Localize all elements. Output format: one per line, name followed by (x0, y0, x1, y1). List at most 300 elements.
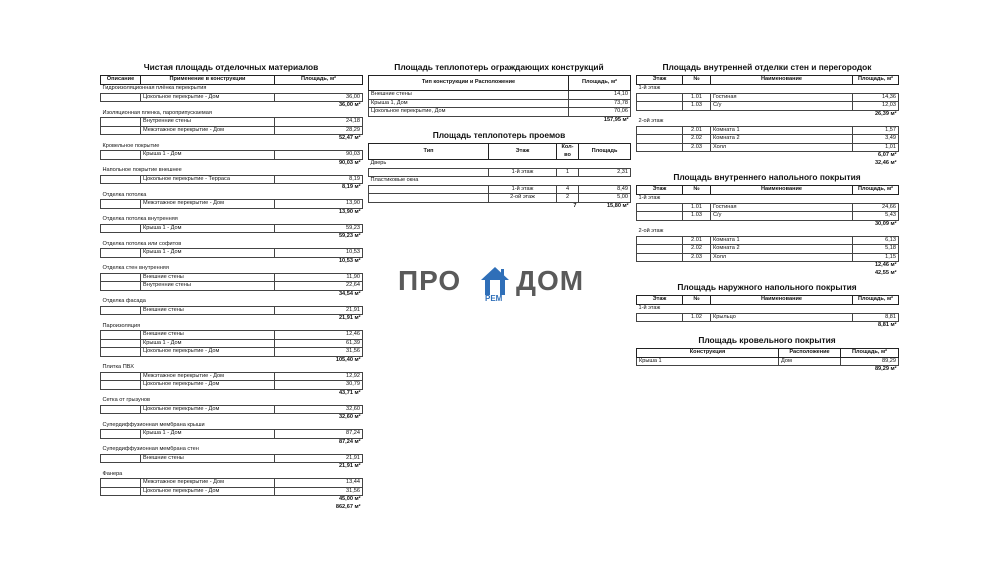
floor-cell (489, 177, 557, 186)
indent-cell (101, 273, 141, 282)
group-row (101, 446, 363, 454)
floor-outer-table (636, 295, 899, 330)
group-total-row (101, 315, 363, 323)
indent-cell (637, 135, 683, 144)
table-row (101, 273, 363, 282)
col-header: Описание (101, 76, 141, 85)
group-row (101, 241, 363, 249)
group-name: Отделка потолка внутренняя (102, 216, 178, 222)
room-number: 1.02 (683, 313, 711, 322)
usage-cell: Крыша 1 - Дом (141, 151, 275, 160)
floor-total-row (637, 322, 899, 330)
group-row (101, 85, 363, 94)
table-row (101, 348, 363, 357)
usage-cell: Внутренние стены (141, 118, 275, 127)
roof-covering-table (636, 348, 899, 374)
usage-cell: Внешние стены (141, 331, 275, 340)
usage-cell: Крыша 1 - Дом (141, 224, 275, 233)
count-cell (557, 160, 579, 169)
logo-text-right: ДОМ (516, 265, 585, 296)
group-total-row (101, 102, 363, 110)
heatloss-constructions-title: Площадь теплопотерь ограждающих конструкций (394, 62, 604, 72)
area-cell: 10,53 (275, 249, 363, 258)
floor-cell: 2-ой этаж (489, 194, 557, 203)
table-row (637, 135, 899, 144)
group-total: 59,23 м² (338, 233, 361, 239)
indent-cell (637, 313, 683, 322)
col-header: № (683, 296, 711, 305)
floor-total: 6,07 м² (878, 152, 897, 158)
type-cell: Дверь (370, 160, 387, 166)
area-cell: 13,90 (275, 200, 363, 209)
logo-sub: РЕМ (485, 294, 503, 303)
area-cell: 12,03 (853, 102, 899, 111)
usage-cell: Крыша 1 - Дом (141, 249, 275, 258)
col-header: Этаж (489, 144, 557, 160)
count-cell: 4 (557, 185, 579, 194)
room-name: Комната 2 (711, 135, 853, 144)
group-name: Отделка стен внутренняя (102, 265, 169, 271)
indent-cell (101, 454, 141, 463)
col-header: Площадь, м² (569, 76, 631, 91)
indent-cell (101, 306, 141, 315)
floor-name: 1-й этаж (638, 305, 661, 311)
group-name: Гидроизоляционная плёнка перекрытия (102, 85, 207, 91)
room-number: 2.03 (683, 143, 711, 152)
group-total: 105,40 м² (335, 356, 361, 363)
floor-row (637, 305, 899, 314)
table-row (637, 313, 899, 322)
area-cell: 22,64 (275, 282, 363, 291)
floor-total: 8,81 м² (878, 322, 897, 328)
total-area: 15,80 м² (606, 202, 629, 209)
group-total: 36,00 м² (338, 102, 361, 108)
usage-cell: Цокольное перекрытие - Дом (141, 348, 275, 357)
area-cell: 14,36 (853, 93, 899, 102)
group-total: 10,53 м² (338, 257, 361, 264)
table-row (369, 108, 631, 117)
area-cell (579, 177, 631, 186)
table-row (101, 479, 363, 488)
usage-cell: Внешние стены (141, 454, 275, 463)
group-total-row (101, 233, 363, 241)
materials-title: Чистая площадь отделочных материалов (143, 62, 319, 72)
col-header: Этаж (637, 76, 683, 85)
room-name: Комната 1 (711, 236, 853, 245)
area-cell: 8,81 (853, 313, 899, 322)
area-cell: 73,78 (569, 99, 631, 108)
indent-cell (637, 245, 683, 254)
area-cell: 12,46 (275, 331, 363, 340)
group-total-row (101, 208, 363, 216)
area-cell: 24,66 (853, 203, 899, 212)
group-total-row (101, 257, 363, 265)
count-cell (557, 177, 579, 186)
col-header: Наименование (711, 296, 853, 305)
group-total-row (101, 356, 363, 364)
usage-cell: Межэтажное перекрытие - Дом (141, 372, 275, 381)
construction-cell: Внешние стены (369, 91, 569, 100)
col-header: Этаж (637, 186, 683, 195)
floor-cell (489, 160, 557, 169)
total: 157,95 м² (603, 116, 629, 123)
indent-cell (101, 93, 141, 102)
indent-cell (101, 339, 141, 348)
materials-table (100, 75, 363, 511)
group-total: 90,03 м² (338, 159, 361, 166)
usage-cell: Межэтажное перекрытие - Дом (141, 126, 275, 135)
room-name: Комната 2 (711, 245, 853, 254)
table-row (101, 405, 363, 414)
table-row (369, 177, 631, 186)
area-cell: 6,13 (853, 236, 899, 245)
usage-cell: Межэтажное перекрытие - Дом (141, 479, 275, 488)
area-cell: 8,49 (579, 185, 631, 194)
room-name: Холл (711, 143, 853, 152)
group-total-row (101, 290, 363, 298)
group-row (101, 216, 363, 224)
group-name: Отделка потолка (102, 191, 147, 198)
table-row (369, 168, 631, 177)
group-name: Сетка от грызунов (102, 397, 151, 403)
group-name: Супердиффузионная мембрана крыши (102, 421, 205, 428)
table-row (637, 126, 899, 135)
grand-total-row (101, 504, 363, 512)
roof-covering-title: Площадь кровельного покрытия (698, 334, 836, 345)
usage-cell: Крыша 1 - Дом (141, 339, 275, 348)
group-total: 8,19 м² (342, 184, 361, 190)
grand-total: 32,46 м² (874, 159, 897, 166)
grand-total: 42,55 м² (874, 269, 897, 276)
indent-cell (637, 93, 683, 102)
construction-cell: Цокольное перекрытие, Дом (369, 108, 569, 117)
room-number: 1.01 (683, 203, 711, 212)
room-number: 2.03 (683, 253, 711, 262)
location-cell: Дом (779, 357, 841, 366)
col-header: Тип конструкции и Расположение (369, 76, 569, 91)
materials-section (100, 62, 362, 511)
table-row (637, 245, 899, 254)
col-header: Наименование (711, 186, 853, 195)
table-row (101, 151, 363, 160)
col-header: Применение в конструкции (141, 76, 275, 85)
construction-cell: Крыша 1 (637, 357, 779, 366)
group-name: Отделка фасада (102, 298, 146, 304)
group-row (101, 397, 363, 405)
table-row (101, 249, 363, 258)
area-cell: 70,06 (569, 108, 631, 117)
indent-cell (101, 372, 141, 381)
spacer-cell (369, 202, 489, 210)
heatloss-openings-table (368, 143, 631, 210)
area-cell: 89,29 (841, 357, 899, 366)
group-total-row (101, 414, 363, 422)
area-cell: 11,90 (275, 273, 363, 282)
floor-name: 2-ой этаж (638, 118, 664, 124)
group-total-row (101, 496, 363, 504)
table-row (369, 160, 631, 169)
area-cell: 31,56 (275, 487, 363, 496)
area-cell: 30,79 (275, 381, 363, 390)
area-cell: 24,18 (275, 118, 363, 127)
area-cell: 1,57 (853, 126, 899, 135)
table-row (637, 236, 899, 245)
group-name: Напольное покрытие внешнее (102, 167, 182, 173)
heatloss-constructions-table (368, 75, 631, 124)
table-row (369, 185, 631, 194)
area-cell: 32,60 (275, 405, 363, 414)
group-row (101, 364, 363, 372)
indent-cell (637, 253, 683, 262)
indent-cell (101, 151, 141, 160)
construction-cell: Крыша 1, Дом (369, 99, 569, 108)
table-row (369, 194, 631, 203)
floor-inner-title: Площадь внутреннего напольного покрытия (673, 172, 861, 182)
col-header: Площадь, м² (841, 348, 899, 357)
room-name: Гостиная (711, 203, 853, 212)
floor-total-row (637, 152, 899, 160)
indent-cell (637, 126, 683, 135)
col-header: Площадь, м² (275, 76, 363, 85)
area-cell: 5,00 (579, 194, 631, 203)
type-cell (369, 194, 489, 203)
floor-name: 2-ой этаж (638, 228, 664, 234)
indent-cell (101, 249, 141, 258)
group-row (101, 323, 363, 331)
group-total-row (101, 159, 363, 167)
total-row (369, 202, 631, 210)
total: 89,29 м² (874, 366, 897, 372)
group-name: Супердиффузионная мембрана стен (102, 446, 199, 452)
logo-text-left: ПРО (398, 265, 462, 296)
table-row (369, 91, 631, 100)
table-row (101, 381, 363, 390)
col-header: Расположение (779, 348, 841, 357)
group-name: Изоляционная пленка, пароприпускаемая (102, 109, 212, 116)
area-cell: 5,18 (853, 245, 899, 254)
table-row (637, 357, 899, 366)
indent-cell (101, 381, 141, 390)
heatloss-constructions-section (368, 62, 630, 210)
room-number: 1.01 (683, 93, 711, 102)
room-number: 2.02 (683, 135, 711, 144)
group-total-row (101, 463, 363, 471)
area-cell: 21,91 (275, 454, 363, 463)
total-row (369, 116, 631, 124)
group-name: Кровельное покрытие (102, 142, 160, 149)
group-row (101, 265, 363, 273)
floor-total: 12,46 м² (874, 262, 897, 268)
indent-cell (101, 405, 141, 414)
col-header: Кол-во (557, 144, 579, 160)
room-name: С/у (711, 212, 853, 221)
table-row (101, 93, 363, 102)
group-total: 52,47 м² (338, 135, 361, 141)
usage-cell: Цокольное перекрытие - Дом (141, 487, 275, 496)
group-row (101, 422, 363, 430)
group-total: 21,91 м² (338, 315, 361, 321)
indent-cell (101, 175, 141, 184)
room-name: Крыльцо (711, 313, 853, 322)
group-total-row (101, 438, 363, 446)
total-row (637, 366, 899, 374)
room-number: 2.01 (683, 236, 711, 245)
table-row (637, 102, 899, 111)
pro-dom-logo (398, 266, 598, 306)
group-row (101, 192, 363, 200)
table-row (101, 339, 363, 348)
col-header: Площадь, м² (853, 186, 899, 195)
floor-row (637, 85, 899, 94)
room-number: 2.02 (683, 245, 711, 254)
group-total: 34,54 м² (338, 290, 361, 297)
walls-finish-title: Площадь внутренней отделки стен и перегородок (662, 62, 872, 72)
header-row (637, 296, 899, 305)
indent-cell (637, 203, 683, 212)
group-total-row (101, 135, 363, 143)
usage-cell: Внешние стены (141, 306, 275, 315)
col-header: Площадь (579, 144, 631, 160)
area-cell: 13,44 (275, 479, 363, 488)
area-cell (579, 160, 631, 169)
area-cell: 14,10 (569, 91, 631, 100)
materials-header-row (101, 76, 363, 85)
indent-cell (101, 479, 141, 488)
floor-total-row (637, 262, 899, 270)
area-cell: 1,01 (853, 143, 899, 152)
table-row (637, 212, 899, 221)
floor-inner-table (636, 185, 899, 277)
table-row (101, 331, 363, 340)
table-row (369, 99, 631, 108)
count-cell: 1 (557, 168, 579, 177)
indent-cell (101, 200, 141, 209)
type-cell (369, 185, 489, 194)
grand-total-row (637, 160, 899, 168)
col-header: Площадь, м² (853, 76, 899, 85)
group-total: 43,71 м² (338, 389, 361, 396)
room-number: 1.03 (683, 212, 711, 221)
table-row (101, 282, 363, 291)
usage-cell: Цокольное перекрытие - Терраса (141, 175, 275, 184)
area-cell: 5,43 (853, 212, 899, 221)
header-row (637, 76, 899, 85)
area-cell: 31,56 (275, 348, 363, 357)
indent-cell (637, 236, 683, 245)
usage-cell: Внешние стены (141, 273, 275, 282)
floor-row (637, 228, 899, 236)
indent-cell (101, 487, 141, 496)
group-total: 87,24 м² (338, 438, 361, 445)
grand-total-row (637, 270, 899, 278)
room-name: С/у (711, 102, 853, 111)
room-name: Холл (711, 253, 853, 262)
type-cell: Пластиковые окна (370, 177, 419, 183)
floor-cell: 1-й этаж (489, 168, 557, 177)
indent-cell (637, 212, 683, 221)
group-name: Отделка потолка или софитов (102, 240, 182, 247)
total-count: 7 (573, 202, 577, 209)
floor-row (637, 118, 899, 126)
table-row (637, 143, 899, 152)
house-icon (478, 264, 512, 298)
table-row (101, 306, 363, 315)
area-cell: 87,24 (275, 430, 363, 439)
table-row (101, 224, 363, 233)
indent-cell (637, 102, 683, 111)
group-row (101, 110, 363, 118)
room-name: Комната 1 (711, 126, 853, 135)
area-cell: 36,00 (275, 93, 363, 102)
area-cell: 12,92 (275, 372, 363, 381)
group-total: 21,91 м² (338, 463, 361, 469)
indent-cell (101, 430, 141, 439)
indent-cell (637, 143, 683, 152)
area-cell: 1,15 (853, 253, 899, 262)
header-row (637, 186, 899, 195)
group-row (101, 298, 363, 306)
area-cell: 28,29 (275, 126, 363, 135)
table-row (101, 487, 363, 496)
floor-cell: 1-й этаж (489, 185, 557, 194)
usage-cell: Межэтажное перекрытие - Дом (141, 200, 275, 209)
floor-row (637, 195, 899, 204)
room-name: Гостиная (711, 93, 853, 102)
group-total-row (101, 389, 363, 397)
group-total: 32,60 м² (338, 414, 361, 420)
usage-cell: Цокольное перекрытие - Дом (141, 93, 275, 102)
area-cell: 2,31 (579, 168, 631, 177)
area-cell: 59,23 (275, 224, 363, 233)
usage-cell: Крыша 1 - Дом (141, 430, 275, 439)
type-cell (369, 168, 489, 177)
area-cell: 90,03 (275, 151, 363, 160)
table-row (101, 372, 363, 381)
spacer-cell (489, 202, 557, 210)
heatloss-openings-title: Площадь теплопотерь проемов (432, 130, 566, 140)
table-row (101, 454, 363, 463)
group-row (101, 167, 363, 175)
header-row (637, 348, 899, 357)
header-row (369, 76, 631, 91)
table-row (637, 93, 899, 102)
indent-cell (101, 331, 141, 340)
col-header: Конструкция (637, 348, 779, 357)
table-row (637, 253, 899, 262)
table-row (101, 175, 363, 184)
room-number: 1.03 (683, 102, 711, 111)
group-name: Плитка ПВХ (102, 364, 134, 370)
col-header: № (683, 76, 711, 85)
col-header: Этаж (637, 296, 683, 305)
floor-total-row (637, 220, 899, 228)
table-row (101, 118, 363, 127)
floor-total: 30,09 м² (874, 220, 897, 227)
floor-total: 26,39 м² (874, 110, 897, 117)
count-cell: 2 (557, 194, 579, 203)
col-header: № (683, 186, 711, 195)
area-cell: 3,49 (853, 135, 899, 144)
group-total: 45,00 м² (338, 496, 361, 502)
walls-finish-table (636, 75, 899, 167)
indent-cell (101, 118, 141, 127)
group-name: Фанера (102, 470, 123, 477)
indent-cell (101, 348, 141, 357)
indent-cell (101, 224, 141, 233)
room-number: 2.01 (683, 126, 711, 135)
usage-cell: Цокольное перекрытие - Дом (141, 381, 275, 390)
area-cell: 21,91 (275, 306, 363, 315)
